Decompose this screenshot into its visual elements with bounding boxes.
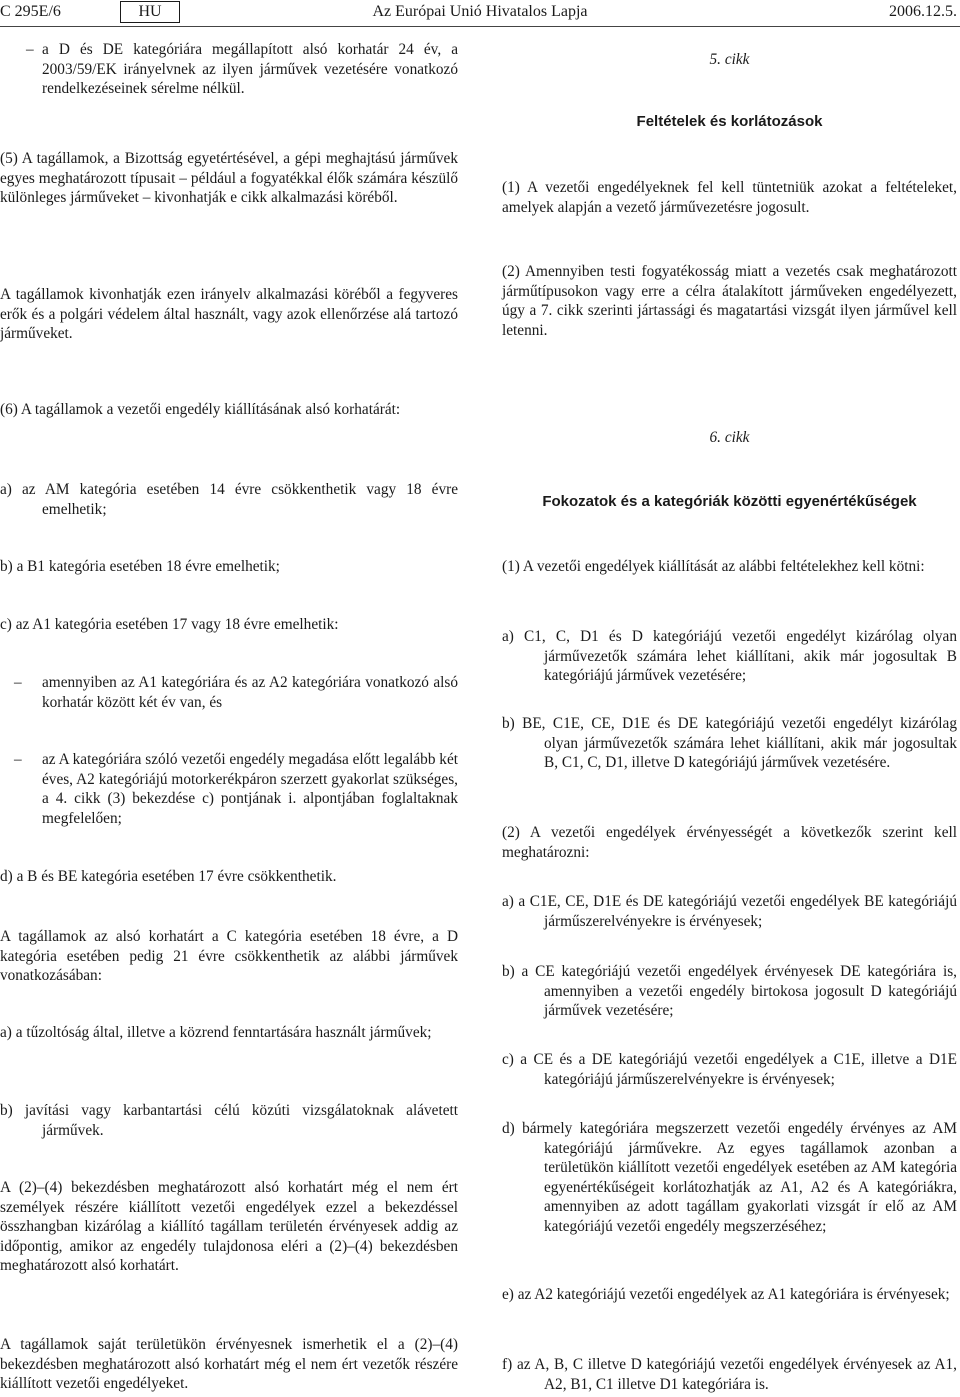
article-title: Feltételek és korlátozások bbox=[636, 113, 823, 130]
list-item: f) az A, B, C illetve D kategóriájú vezetői engedélyek érvényesek az A1, A2, B1, C1 illetve D1 kategóriára is. bbox=[502, 1356, 957, 1393]
list-item: b) a CE kategóriájú vezetői engedélyek érvényesek DE kategóriára is, amennyiben a vezetői engedély birtokosa jogosult D kategóriájú járművek vezetésére; bbox=[502, 963, 957, 1020]
paragraph-text: amennyiben az A1 kategóriára és az A2 kategóriára vonatkozó alsó korhatár között két év van, és bbox=[42, 674, 458, 711]
paragraph: A tagállamok saját területükön érvényesnek ismerhetik el a (2)–(4) bekezdésben meghatározott alsó korhatárt még el nem ért vezetők részére kiállított vezetői engedélyeket. bbox=[0, 1336, 458, 1393]
article-number: 6. cikk bbox=[709, 429, 750, 446]
journal-reference: C 295E/6 bbox=[0, 3, 61, 20]
paragraph: A tagállamok az alsó korhatárt a C kategória esetében 18 évre, a D kategória esetében pedig 21 évre csökkenthetik az alábbi járművek vonatkozásában: bbox=[0, 928, 458, 985]
list-item: c) az A1 kategória esetében 17 vagy 18 évre emelhetik: bbox=[0, 616, 339, 633]
list-item: b) a B1 kategória esetében 18 évre emelhetik; bbox=[0, 558, 280, 575]
paragraph: A (2)–(4) bekezdésben meghatározott alsó korhatárt még el nem ért személyek részére kiállított vezetői engedélyek ezzel a bekezdéssel összhangban kizárólag a kiállító tagállam területén érvényesek addig az időpontig, amikor az engedély tulajdonosa eléri a (2)–(4) bekezdésben meghatározott alsó korhatárt. bbox=[0, 1179, 458, 1275]
article-title: Fokozatok és a kategóriák közötti egyenértékűségek bbox=[542, 493, 917, 510]
list-item: d) bármely kategóriára megszerzett vezetői engedély érvényes az AM kategóriájú járművekre. Az egyes tagállamok azonban a területükön kiállított vezetői engedélyek esetében az AM kategória egyenértékűségeit korlátozhatják az A1, A2 és A kategóriákra, amennyiben az adott tagállam gyakorlati vizsgát ír elő az AM kategóriájú vezetői engedély megszerzéséhez; bbox=[502, 1120, 957, 1235]
journal-title: Az Európai Unió Hivatalos Lapja bbox=[372, 3, 588, 20]
list-item: b) javítási vagy karbantartási célú közúti vizsgálatoknak alávetett járművek. bbox=[0, 1102, 458, 1139]
list-item: d) a B és BE kategória esetében 17 évre csökkenthetik. bbox=[0, 868, 337, 885]
paragraph-6: (6) A tagállamok a vezetői engedély kiállításának alsó korhatárát: bbox=[0, 401, 401, 418]
paragraph-text: a D és DE kategóriára megállapított alsó korhatár 24 év, a 2003/59/EK irányelvnek az ilyen járművek vezetésére vonatkozó rendelkezéseinek sérelme nélkül. bbox=[42, 41, 458, 98]
dash-marker: – bbox=[14, 751, 22, 768]
list-item: e) az A2 kategóriájú vezetői engedélyek az A1 kategóriára is érvényesek; bbox=[502, 1286, 950, 1303]
list-item: a) a tűzoltóság által, illetve a közrend fenntartására használt járművek; bbox=[0, 1024, 432, 1041]
page-header bbox=[0, 0, 960, 26]
publication-date: 2006.12.5. bbox=[889, 3, 957, 20]
list-item: b) BE, C1E, CE, D1E és DE kategóriájú vezetői engedélyt kizárólag olyan járművezetők számára lehet kiállítani, akik már jogosultak B, C1, C, D1, illetve D kategóriájú járművek vezetésére. bbox=[502, 715, 957, 772]
dash-marker: – bbox=[14, 674, 22, 691]
list-item: a) az AM kategória esetében 14 évre csökkenthetik vagy 18 évre emelhetik; bbox=[0, 481, 458, 518]
paragraph-5: (5) A tagállamok, a Bizottság egyetértésével, a gépi meghajtású járművek egyes meghatározott típusait – például a fogyatékkal élők számára készülő különleges járműveket – kivonhatják e cikk alkalmazási köréből. bbox=[0, 150, 458, 207]
list-item: a) C1, C, D1 és D kategóriájú vezetői engedélyt kizárólag olyan járművezetők számára lehet kiállítani, akik már jogosultak B kategóriájú járművek vezetésére; bbox=[502, 628, 957, 685]
paragraph-2: (2) Amennyiben testi fogyatékosság miatt a vezetés csak meghatározott járműtípusokon vagy erre a célra átalakított járműveken engedélyezett, úgy a 7. cikk szerinti jártassági és magatartási vizsgát ilyen járművel kell letenni. bbox=[502, 263, 957, 339]
paragraph-1: (1) A vezetői engedélyek kiállítását az alábbi feltételekhez kell kötni: bbox=[502, 558, 925, 575]
paragraph-text: az A kategóriára szóló vezetői engedély megadása előtt legalább két éves, A2 kategóriájú motorkerékpáron szerzett gyakorlat szükséges, a 4. cikk (3) bekezdése c) pontjának i. alpontjában foglaltaknak megfelelően; bbox=[42, 751, 458, 827]
dash-marker: – bbox=[26, 41, 34, 58]
paragraph-1: (1) A vezetői engedélyeknek fel kell tüntetniük azokat a feltételeket, amelyek alapján a vezető járművezetésre jogosult. bbox=[502, 179, 957, 216]
paragraph-2: (2) A vezetői engedélyek érvényességét a következők szerint kell meghatározni: bbox=[502, 824, 957, 861]
article-number: 5. cikk bbox=[709, 51, 750, 68]
language-badge: HU bbox=[120, 1, 180, 23]
header-divider bbox=[0, 26, 960, 27]
list-item: a) a C1E, CE, D1E és DE kategóriájú vezetői engedélyek BE kategóriájú járműszerelvényekre is érvényesek; bbox=[502, 893, 957, 930]
paragraph: A tagállamok kivonhatják ezen irányelv alkalmazási köréből a fegyveres erők és a polgári védelem által használt, vagy azok ellenőrzése alá tartozó járműveket. bbox=[0, 286, 458, 343]
list-item: c) a CE és a DE kategóriájú vezetői engedélyek a C1E, illetve a D1E kategóriájú járműszerelvényekre is érvényesek; bbox=[502, 1051, 957, 1088]
